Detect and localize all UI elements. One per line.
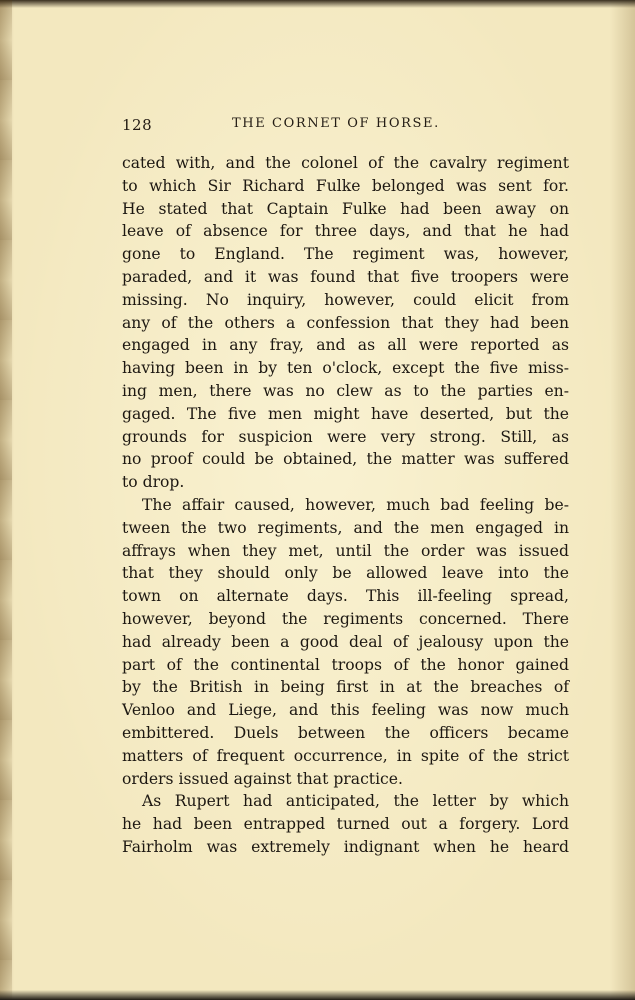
text-line: any of the others a confession that they had been [122, 313, 569, 332]
text-line: town on alternate days. This ill-feeling spread, [122, 587, 569, 606]
page-top-edge [0, 0, 635, 8]
text-line: that they should only be allowed leave into the [122, 564, 569, 583]
text-line: Fairholm was extremely indignant when he heard [122, 837, 569, 856]
text-line: he had been entrapped turned out a forgery. Lord [122, 815, 569, 834]
text-line: part of the continental troops of the honor gained [122, 655, 569, 674]
text-line: ing men, there was no clew as to the parties en- [122, 381, 569, 400]
text-line: As Rupert had anticipated, the letter by which [142, 792, 569, 811]
text-line: leave of absence for three days, and that he had [122, 222, 569, 241]
text-line: cated with, and the colonel of the cavalry regiment [122, 154, 569, 172]
text-line: gaged. The five men might have deserted, but the [122, 404, 569, 423]
text-line: tween the two regiments, and the men engaged in [122, 518, 569, 537]
text-line: no proof could be obtained, the matter was suffered [122, 450, 569, 469]
text-line: grounds for suspicion were very strong. Still, as [122, 427, 569, 446]
body-text [122, 152, 569, 859]
page-spine-edge [0, 0, 12, 1000]
text-line: having been in by ten o'clock, except the five miss- [122, 359, 569, 378]
text-line: gone to England. The regiment was, however, [122, 245, 569, 264]
text-line: embittered. Duels between the officers became [122, 723, 569, 742]
running-head [122, 116, 567, 138]
text-line: to drop. [122, 473, 185, 492]
text-line: however, beyond the regiments concerned. There [122, 609, 569, 628]
text-line: had already been a good deal of jealousy upon the [122, 632, 569, 651]
text-line: affrays when they met, until the order was issued [122, 541, 569, 560]
page-number: 128 [122, 116, 153, 134]
running-title: THE CORNET OF HORSE. [232, 116, 440, 131]
text-line: Venloo and Liege, and this feeling was now much [122, 701, 569, 720]
page-bottom-edge [0, 990, 635, 1000]
text-line: orders issued against that practice. [122, 769, 403, 788]
text-line: He stated that Captain Fulke had been away on [122, 199, 569, 218]
text-line: to which Sir Richard Fulke belonged was sent for. [122, 176, 569, 195]
text-line: by the British in being first in at the breaches of [122, 678, 569, 697]
text-line: paraded, and it was found that five troopers were [122, 267, 569, 286]
text-line: The affair caused, however, much bad feeling be- [142, 495, 569, 514]
text-line: engaged in any fray, and as all were reported as [122, 336, 569, 355]
text-line: matters of frequent occurrence, in spite of the strict [122, 746, 569, 765]
text-line: missing. No inquiry, however, could elicit from [122, 290, 569, 309]
